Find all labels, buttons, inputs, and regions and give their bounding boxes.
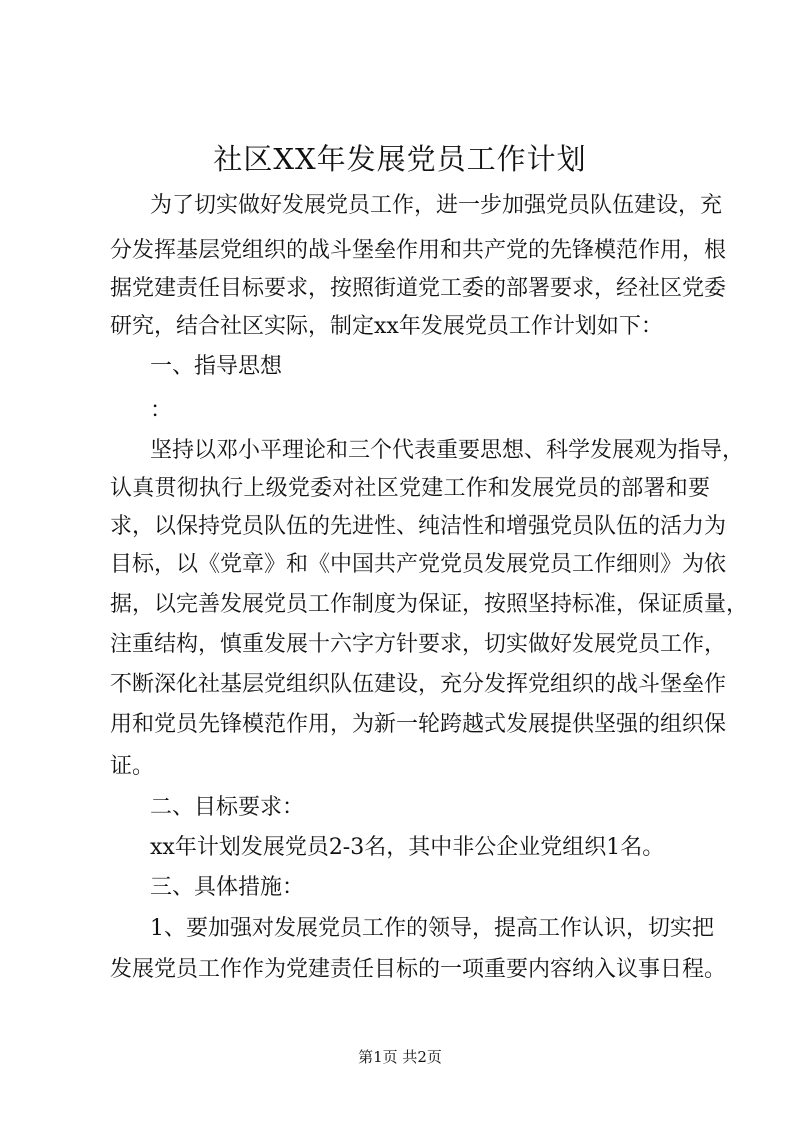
- body-line: 发展党员工作作为党建责任目标的一项重要内容纳入议事日程。: [110, 957, 727, 982]
- body-line: 研究，结合社区实际，制定xx年发展党员工作计划如下：: [110, 314, 663, 339]
- body-line: 分发挥基层党组织的战斗堡垒作用和共产党的先锋模范作用，根: [110, 238, 727, 263]
- section-heading: 三、具体措施：: [150, 875, 305, 900]
- section-heading: 一、指导思想: [150, 354, 283, 379]
- body-line: ：: [150, 398, 173, 423]
- body-line: 注重结构，慎重发展十六字方针要求，切实做好发展党员工作，: [110, 632, 727, 657]
- body-line: 据党建责任目标要求，按照街道党工委的部署要求，经社区党委: [110, 276, 727, 301]
- body-line: 目标，以《党章》和《中国共产党党员发展党员工作细则》为依: [110, 552, 727, 577]
- body-line: 坚持以邓小平理论和三个代表重要思想、科学发展观为指导，: [150, 438, 745, 463]
- document-title: 社区XX年发展党员工作计划: [213, 142, 587, 176]
- body-line: 证。: [110, 754, 155, 779]
- body-line: xx年计划发展党员2-3名，其中非公企业党组织1名。: [150, 835, 665, 860]
- body-line: 据，以完善发展党员工作制度为保证，按照坚持标准，保证质量，: [110, 592, 749, 617]
- body-line: 1、要加强对发展党员工作的领导，提高工作认识，切实把: [150, 916, 714, 941]
- body-line: 认真贯彻执行上级党委对社区党建工作和发展党员的部署和要: [110, 476, 710, 501]
- body-line: 求，以保持党员队伍的先进性、纯洁性和增强党员队伍的活力为: [110, 514, 727, 539]
- section-heading: 二、目标要求：: [150, 795, 305, 820]
- body-line: 用和党员先锋模范作用，为新一轮跨越式发展提供坚强的组织保: [110, 712, 727, 737]
- body-line: 为了切实做好发展党员工作，进一步加强党员队伍建设，充: [150, 193, 723, 218]
- page-number-footer: 第1页 共2页: [358, 1048, 442, 1066]
- body-line: 不断深化社基层党组织队伍建设，充分发挥党组织的战斗堡垒作: [110, 672, 727, 697]
